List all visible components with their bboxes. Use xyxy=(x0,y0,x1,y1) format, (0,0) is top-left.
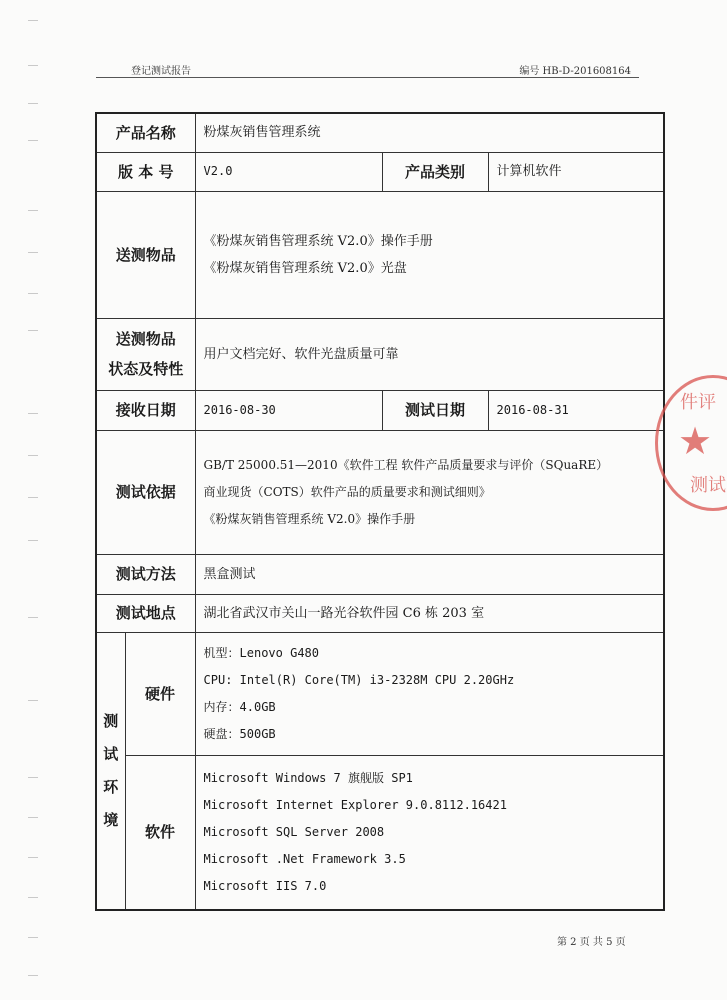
hardware-line: CPU: Intel(R) Core(TM) i3-2328M CPU 2.20GHz xyxy=(203,672,515,687)
value-test-date: 2016-08-31 xyxy=(488,390,664,430)
label-location: 测试地点 xyxy=(96,594,195,632)
value-receive-date: 2016-08-30 xyxy=(195,390,382,430)
row-method xyxy=(96,554,664,594)
hardware-line: 机型：Lenovo G480 xyxy=(203,645,319,660)
label-items: 送测物品 xyxy=(96,191,195,318)
seal-text-bottom: 测试 xyxy=(690,475,726,496)
label-hardware: 硬件 xyxy=(125,632,195,755)
basis-line: GB/T 25000.51—2010《软件工程 软件产品质量要求与评价（SQuaRE） xyxy=(203,457,609,472)
label-item-status-line1: 送测物品 xyxy=(115,330,176,348)
value-items xyxy=(195,191,664,318)
page-number: 第 2 页 共 5 页 xyxy=(557,937,626,948)
seal-text-top: 件评 xyxy=(680,392,716,413)
software-line: Microsoft IIS 7.0 xyxy=(203,878,327,893)
header-title: 登记测试报告 xyxy=(131,66,191,77)
label-basis: 测试依据 xyxy=(96,430,195,554)
label-test-date: 测试日期 xyxy=(382,390,488,430)
value-item-status: 用户文档完好、软件光盘质量可靠 xyxy=(195,318,664,390)
row-item-status xyxy=(96,318,664,390)
env-char: 境 xyxy=(103,810,119,829)
label-item-status xyxy=(96,318,195,390)
items-line: 《粉煤灰销售管理系统 V2.0》操作手册 xyxy=(203,233,433,249)
row-version xyxy=(96,152,664,191)
header-divider xyxy=(96,77,639,78)
env-char: 环 xyxy=(103,777,119,796)
header-report-number: 编号 HB-D-201608164 xyxy=(519,66,631,77)
row-basis xyxy=(96,430,664,554)
label-category: 产品类别 xyxy=(382,152,488,191)
basis-line: 《粉煤灰销售管理系统 V2.0》操作手册 xyxy=(203,511,416,526)
label-method: 测试方法 xyxy=(96,554,195,594)
label-environment xyxy=(96,632,125,910)
env-char: 测 xyxy=(103,711,119,730)
env-char: 试 xyxy=(103,744,119,763)
value-location: 湖北省武汉市关山一路光谷软件园 C6 栋 203 室 xyxy=(195,594,664,632)
label-software: 软件 xyxy=(125,755,195,910)
label-version: 版 本 号 xyxy=(96,152,195,191)
row-dates xyxy=(96,390,664,430)
items-line: 《粉煤灰销售管理系统 V2.0》光盘 xyxy=(203,260,407,276)
star-icon: ★ xyxy=(678,419,713,463)
value-version: V2.0 xyxy=(195,152,382,191)
row-location xyxy=(96,594,664,632)
official-seal xyxy=(655,375,727,511)
label-receive-date: 接收日期 xyxy=(96,390,195,430)
value-product-name: 粉煤灰销售管理系统 xyxy=(195,113,664,152)
hardware-line: 硬盘：500GB xyxy=(203,726,276,741)
basis-line: 商业现货（COTS）软件产品的质量要求和测试细则》 xyxy=(203,484,491,499)
report-table xyxy=(95,112,665,911)
software-line: Microsoft Internet Explorer 9.0.8112.16421 xyxy=(203,797,507,812)
value-software xyxy=(195,755,664,910)
value-hardware xyxy=(195,632,664,755)
label-product-name: 产品名称 xyxy=(96,113,195,152)
row-items xyxy=(96,191,664,318)
value-category: 计算机软件 xyxy=(488,152,664,191)
software-line: Microsoft Windows 7 旗舰版 SP1 xyxy=(203,770,413,785)
label-item-status-line2: 状态及特性 xyxy=(108,360,184,378)
hardware-line: 内存：4.0GB xyxy=(203,699,276,714)
value-method: 黑盒测试 xyxy=(195,554,664,594)
row-product-name xyxy=(96,113,664,152)
software-line: Microsoft SQL Server 2008 xyxy=(203,824,385,839)
row-software xyxy=(96,755,664,910)
software-line: Microsoft .Net Framework 3.5 xyxy=(203,851,406,866)
value-basis xyxy=(195,430,664,554)
row-hardware xyxy=(96,632,664,755)
